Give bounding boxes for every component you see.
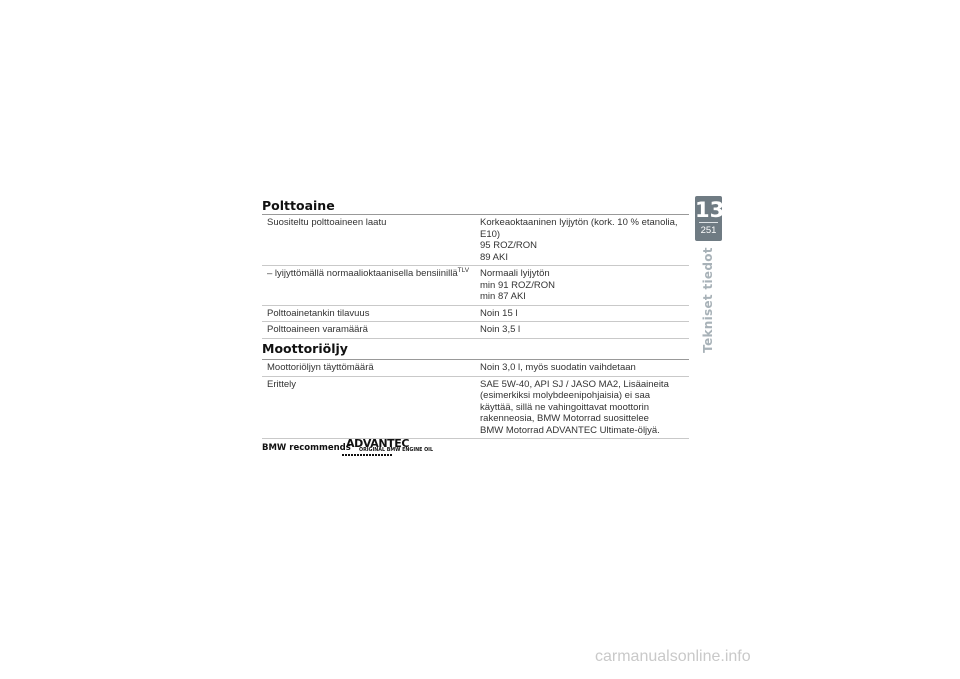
chapter-number: 13 <box>695 198 725 222</box>
row-label: Suositeltu polttoaineen laatu <box>262 215 475 266</box>
row-label: Moottoriöljyn täyttömäärä <box>262 360 475 377</box>
table-row <box>262 376 689 439</box>
section-title-fuel: Polttoaine <box>262 198 335 213</box>
table-row <box>262 266 689 306</box>
chapter-tab <box>695 196 725 241</box>
row-label: Polttoainetankin tilavuus <box>262 305 475 322</box>
table-row <box>262 215 689 266</box>
oil-spec-table <box>262 359 689 439</box>
table-row <box>262 360 689 377</box>
watermark: carmanualsonline.info <box>595 648 751 665</box>
page-number: 251 <box>700 225 717 236</box>
row-label: Polttoaineen varamäärä <box>262 322 475 339</box>
row-value: Noin 15 l <box>475 305 689 322</box>
table-row <box>262 322 689 339</box>
fuel-spec-table <box>262 214 689 339</box>
row-value: Normaali lyijytön min 91 ROZ/RON min 87 AKI <box>475 266 689 306</box>
tlv-superscript: TLV <box>457 266 470 274</box>
row-value: SAE 5W-40, API SJ / JASO MA2, Lisäaineita (esimerkiksi molybdeenipohjaisia) ei saa käyttää, sillä ne vahingoittavat moottorin rakenneosia, BMW Motorrad suosittelee BMW Motorrad ADVANTEC Ultimate-öljyä. <box>475 376 689 439</box>
logo-stripe-decoration <box>342 454 392 456</box>
row-label: Erittely <box>262 376 475 439</box>
bmw-recommendation <box>262 437 462 459</box>
row-value: Korkeaoktaaninen lyijytön (kork. 10 % etanolia, E10) 95 ROZ/RON 89 AKI <box>475 215 689 266</box>
section-title-oil: Moottoriöljy <box>262 341 348 356</box>
row-label: – lyijyttömällä normaalioktaanisella bensiinillä <box>267 268 458 279</box>
chapter-side-label: Tekniset tiedot <box>701 247 715 353</box>
row-label-cell <box>262 266 475 306</box>
row-value: Noin 3,5 l <box>475 322 689 339</box>
row-value: Noin 3,0 l, myös suodatin vaihdetaan <box>475 360 689 377</box>
advantec-logo <box>342 437 432 459</box>
advantec-logo-word: ADVANTEC <box>346 437 410 450</box>
bmw-recommends-text: BMW recommends <box>262 443 351 453</box>
table-row <box>262 305 689 322</box>
advantec-logo-subtitle: ORIGINAL BMW ENGINE OIL <box>359 448 434 453</box>
